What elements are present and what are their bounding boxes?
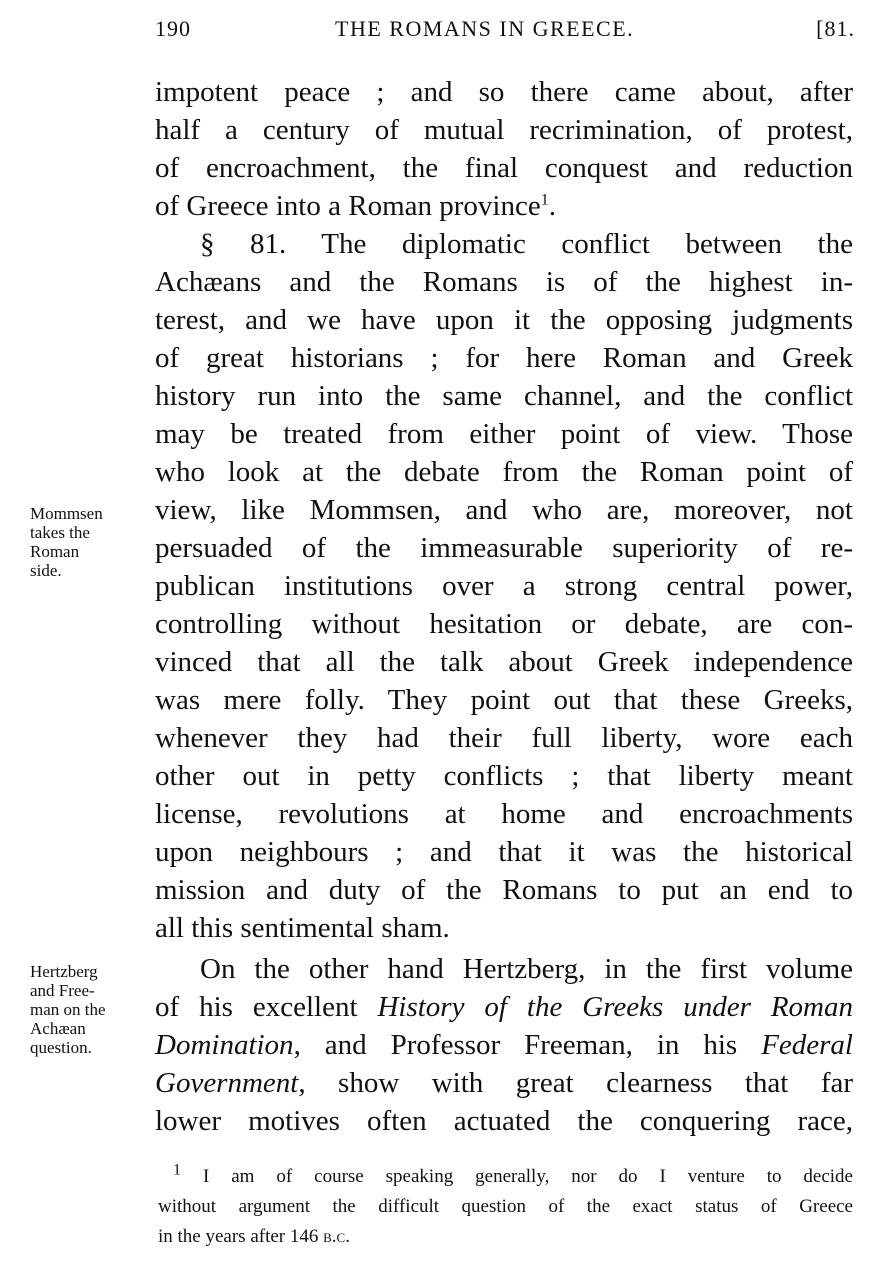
text-line: view, like Mommsen, and who are, moreover, not: [155, 494, 853, 526]
margin-note-line: Mommsen: [30, 504, 103, 523]
running-header: [155, 16, 855, 46]
text-line: vinced that all the talk about Greek independence: [155, 646, 853, 678]
text-segment: , show with great clearness that far: [298, 1067, 853, 1099]
section-reference: [81.: [816, 16, 855, 41]
text-line: who look at the debate from the Roman point of: [155, 456, 853, 488]
text-line: controlling without hesitation or debate, are con-: [155, 608, 853, 640]
margin-note-line: Roman: [30, 542, 80, 561]
text-line: half a century of mutual recrimination, of protest,: [155, 114, 853, 146]
text-line: mission and duty of the Romans to put an end to: [155, 874, 853, 906]
footnote-number: 1: [173, 1161, 181, 1179]
margin-note-line: man on the: [30, 1000, 106, 1019]
text-segment: I am of course speaking generally, nor do I venture to decide: [181, 1166, 853, 1187]
text-line: impotent peace ; and so there came about, after: [155, 76, 853, 108]
text-line: of great historians ; for here Roman and Greek: [155, 342, 853, 374]
margin-note-mommsen: [30, 504, 103, 580]
running-title: THE ROMANS IN GREECE.: [335, 16, 635, 41]
text-segment: of Greece into a Roman province: [155, 190, 541, 222]
text-line: of encroachment, the final conquest and reduction: [155, 152, 853, 184]
book-title: History of the Greeks under Roman: [377, 991, 853, 1023]
text-line: terest, and we have upon it the opposing judgments: [155, 304, 853, 336]
footnote-marker: 1: [540, 191, 549, 209]
text-line: license, revolutions at home and encroachments: [155, 798, 853, 830]
text-line: history run into the same channel, and the conflict: [155, 380, 853, 412]
footnote-line: [158, 1222, 853, 1252]
margin-note-line: Hertzberg: [30, 962, 98, 981]
text-segment: , and Professor Freeman, in his: [293, 1029, 762, 1061]
text-line: of Greece into a Roman province$^1$.: [155, 190, 556, 222]
text-segment: of his excellent: [155, 991, 378, 1023]
text-line: may be treated from either point of view. Those: [155, 418, 853, 450]
margin-note-line: takes the: [30, 523, 90, 542]
margin-note-line: question.: [30, 1038, 92, 1057]
book-title: Domination: [155, 1029, 294, 1061]
book-title: Federal: [761, 1029, 853, 1061]
text-line: publican institutions over a strong central power,: [155, 570, 853, 602]
margin-note-line: side.: [30, 561, 62, 580]
margin-note-line: Achæan: [30, 1019, 86, 1038]
text-line: On the other hand Hertzberg, in the first volume: [200, 953, 853, 985]
text-line: [155, 1026, 853, 1064]
text-line: [155, 988, 853, 1026]
text-line: persuaded of the immeasurable superiority of re-: [155, 532, 853, 564]
text-line: lower motives often actuated the conquering race,: [155, 1105, 853, 1137]
text-line: whenever they had their full liberty, wore each: [155, 722, 853, 754]
book-title: Government: [155, 1067, 299, 1099]
margin-note-line: and Free-: [30, 981, 95, 1000]
era-abbreviation: b.c.: [323, 1226, 350, 1247]
text-segment: in the years after 146: [158, 1226, 324, 1247]
text-line: Achæans and the Romans is of the highest in-: [155, 266, 853, 298]
margin-note-hertzberg: [30, 962, 106, 1057]
text-line: upon neighbours ; and that it was the historical: [155, 836, 853, 868]
page-number: 190: [155, 16, 191, 41]
footnote-line: [158, 1162, 853, 1192]
text-line: other out in petty conflicts ; that liberty meant: [155, 760, 853, 792]
text-line: all this sentimental sham.: [155, 912, 450, 944]
text-line: was mere folly. They point out that these Greeks,: [155, 684, 853, 716]
text-line: [155, 1064, 853, 1102]
text-line: § 81. The diplomatic conflict between the: [200, 228, 853, 260]
footnote-line: without argument the difficult question of the exact status of Greece: [158, 1196, 853, 1217]
